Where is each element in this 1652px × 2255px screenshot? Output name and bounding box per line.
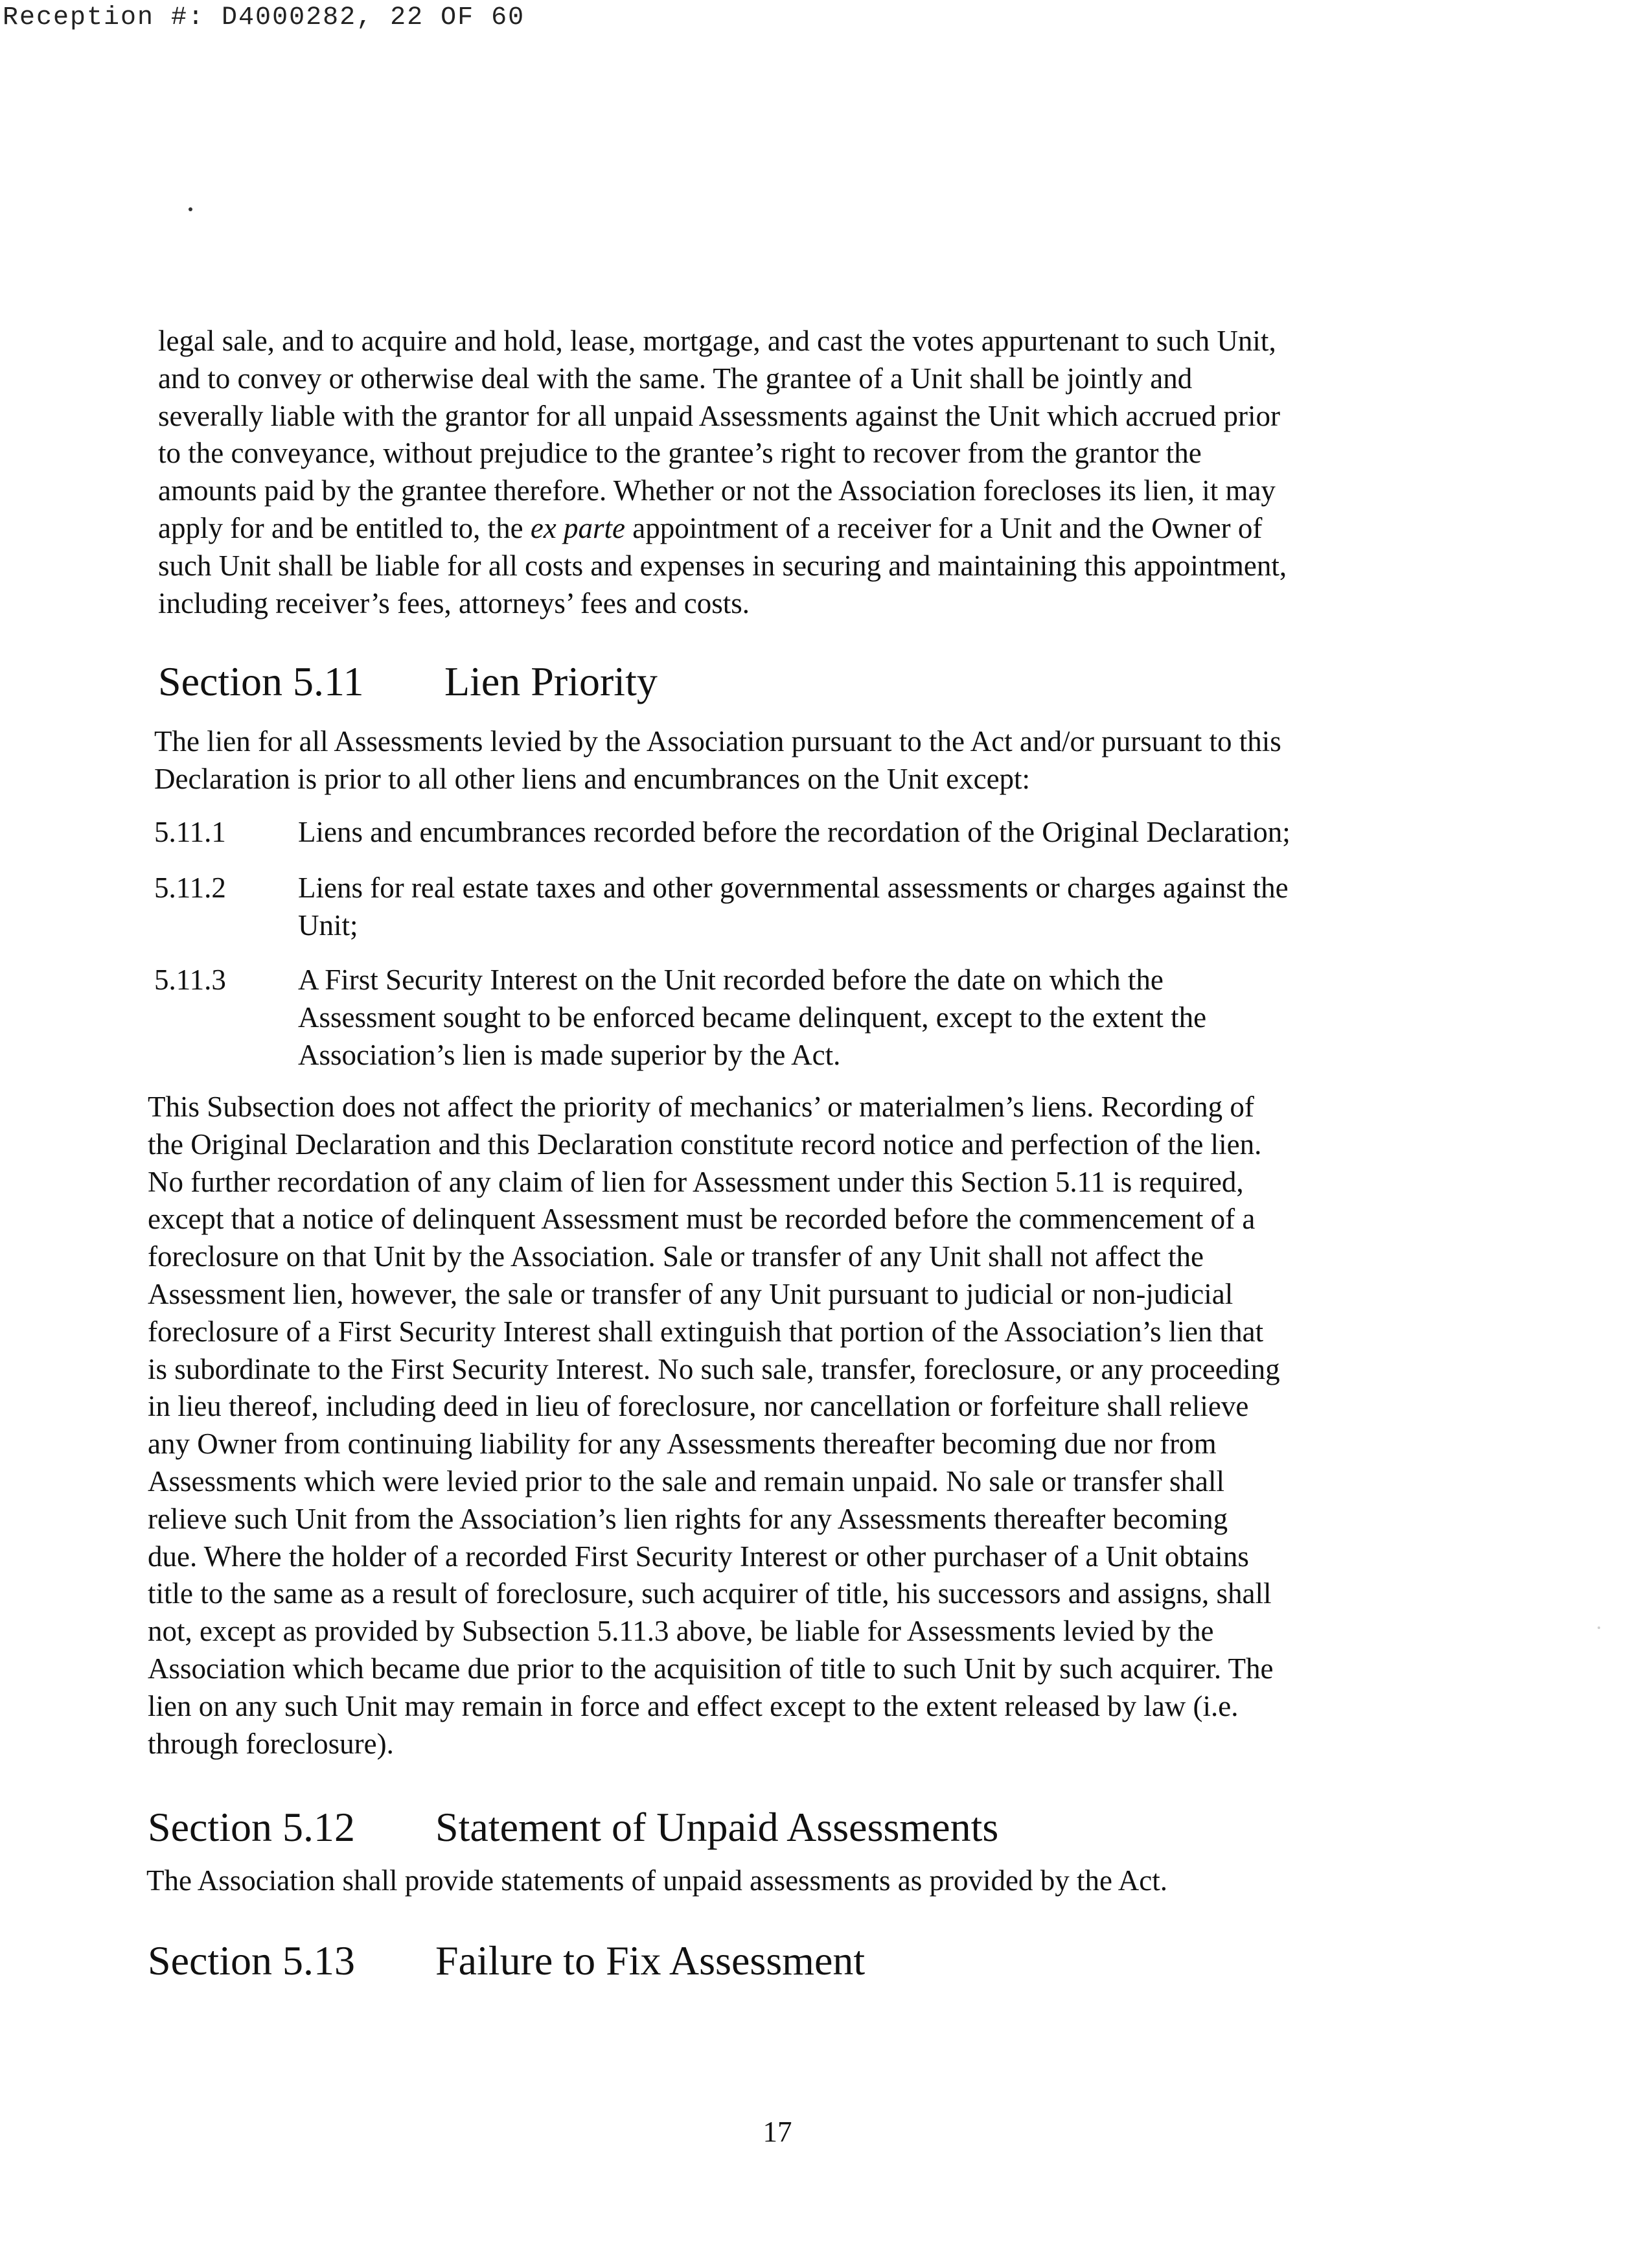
text-line: Unit; [298,908,358,942]
text-line: Liens for real estate taxes and other governmental assessments or charges against the [298,872,1289,904]
text-line: Liens and encumbrances recorded before the recordation of the Original Declaration; [298,816,1291,848]
subsection-number: 5.11.3 [154,964,226,996]
subsection-number: 5.11.2 [154,872,226,904]
section-heading-5-13 [148,1935,990,1987]
text-line: amounts paid by the grantee therefore. Whether or not the Association forecloses its lien, it may [158,474,1276,507]
subsection-number: 5.11.1 [154,816,226,848]
text-line: through foreclosure). [148,1727,394,1760]
text-line: including receiver’s fees, attorneys’ fees and costs. [158,586,750,619]
scan-speck [1598,1626,1600,1629]
section-heading-5-11 [158,656,741,708]
subsection-5-11-1 [154,814,1450,853]
text-line: legal sale, and to acquire and hold, lease, mortgage, and cast the votes appurtenant to such Unit, [158,325,1276,357]
section-number: Section 5.11 [158,658,364,704]
text-line: Association which became due prior to the acquisition of title to such Unit by such acquirer. The [148,1652,1274,1685]
section-title: Statement of Unpaid Assessments [435,1804,999,1850]
text-line: in lieu thereof, including deed in lieu of foreclosure, nor cancellation or forfeiture shall relieve [148,1390,1249,1423]
section-number: Section 5.13 [148,1937,355,1983]
section-title: Failure to Fix Assessment [435,1937,866,1983]
section-5-11-intro [154,723,1281,798]
text-line: the Original Declaration and this Declaration constitute record notice and perfection of the lien. [148,1128,1262,1161]
text-line: title to the same as a result of foreclosure, such acquirer of title, his successors and assigns, shall [148,1577,1272,1610]
text-line: relieve such Unit from the Association’s lien rights for any Assessments thereafter becoming [148,1502,1228,1535]
text-line: to the conveyance, without prejudice to the grantee’s right to recover from the grantor the [158,437,1202,470]
text-line: is subordinate to the First Security Interest. No such sale, transfer, foreclosure, or any proceeding [148,1352,1280,1385]
text-line: Assessment lien, however, the sale or transfer of any Unit pursuant to judicial or non-judicial [148,1277,1233,1310]
subsection-5-11-2 [154,870,1450,947]
text-line: Assessments which were levied prior to the sale and remain unpaid. No sale or transfer shall [148,1464,1225,1498]
text-line: such Unit shall be liable for all costs and expenses in securing and maintaining this appointment, [158,549,1287,582]
text-line: severally liable with the grantor for all unpaid Assessments against the Unit which accrued prior [158,399,1281,432]
subsection-text [298,962,1206,1074]
scan-speck [189,207,192,211]
text-line [158,510,1287,548]
section-heading-5-12 [148,1801,1119,1853]
subsection-5-11-3 [154,962,1450,1078]
text-line: Association’s lien is made superior by the Act. [298,1038,841,1071]
text-line: The Association shall provide statements of unpaid assessments as provided by the Act. [146,1864,1167,1897]
text-line: The lien for all Assessments levied by the Association pursuant to the Act and/or pursuant to this [154,725,1281,757]
text-line: foreclosure of a First Security Interest shall extinguish that portion of the Association’s lien that [148,1315,1264,1348]
section-5-12-body [146,1862,1167,1900]
text-line: any Owner from continuing liability for any Assessments thereafter becoming due nor from [148,1428,1217,1461]
intro-paragraph [158,323,1287,622]
text-line: A First Security Interest on the Unit recorded before the date on which the [298,964,1164,996]
page-number: 17 [763,2116,792,2148]
text-segment: appointment of a receiver for a Unit and the Owner of [625,511,1263,544]
text-line: not, except as provided by Subsection 5.11.3 above, be liable for Assessments levied by the [148,1615,1214,1648]
text-line: foreclosure on that Unit by the Association. Sale or transfer of any Unit shall not affect the [148,1240,1204,1273]
text-line: No further recordation of any claim of lien for Assessment under this Section 5.11 is required, [148,1165,1244,1198]
reception-stamp: Reception #: D4000282, 22 OF 60 [3,3,525,32]
italic-term: ex parte [530,511,626,544]
text-line: except that a notice of delinquent Assessment must be recorded before the commencement of a [148,1203,1256,1236]
text-segment: apply for and be entitled to, the [158,511,531,544]
text-line: lien on any such Unit may remain in force and effect except to the extent released by law (i.e. [148,1689,1239,1722]
subsection-text [298,870,1289,945]
section-5-11-body [148,1089,1280,1763]
subsection-text [298,814,1291,851]
text-line: This Subsection does not affect the priority of mechanics’ or materialmen’s liens. Recording of [148,1091,1254,1123]
text-line: Declaration is prior to all other liens and encumbrances on the Unit except: [154,763,1031,795]
section-number: Section 5.12 [148,1804,355,1850]
section-title: Lien Priority [444,658,658,704]
text-line: Assessment sought to be enforced became delinquent, except to the extent the [298,1000,1207,1034]
text-line: due. Where the holder of a recorded First Security Interest or other purchaser of a Unit obtains [148,1540,1249,1573]
text-line: and to convey or otherwise deal with the same. The grantee of a Unit shall be jointly and [158,362,1193,395]
